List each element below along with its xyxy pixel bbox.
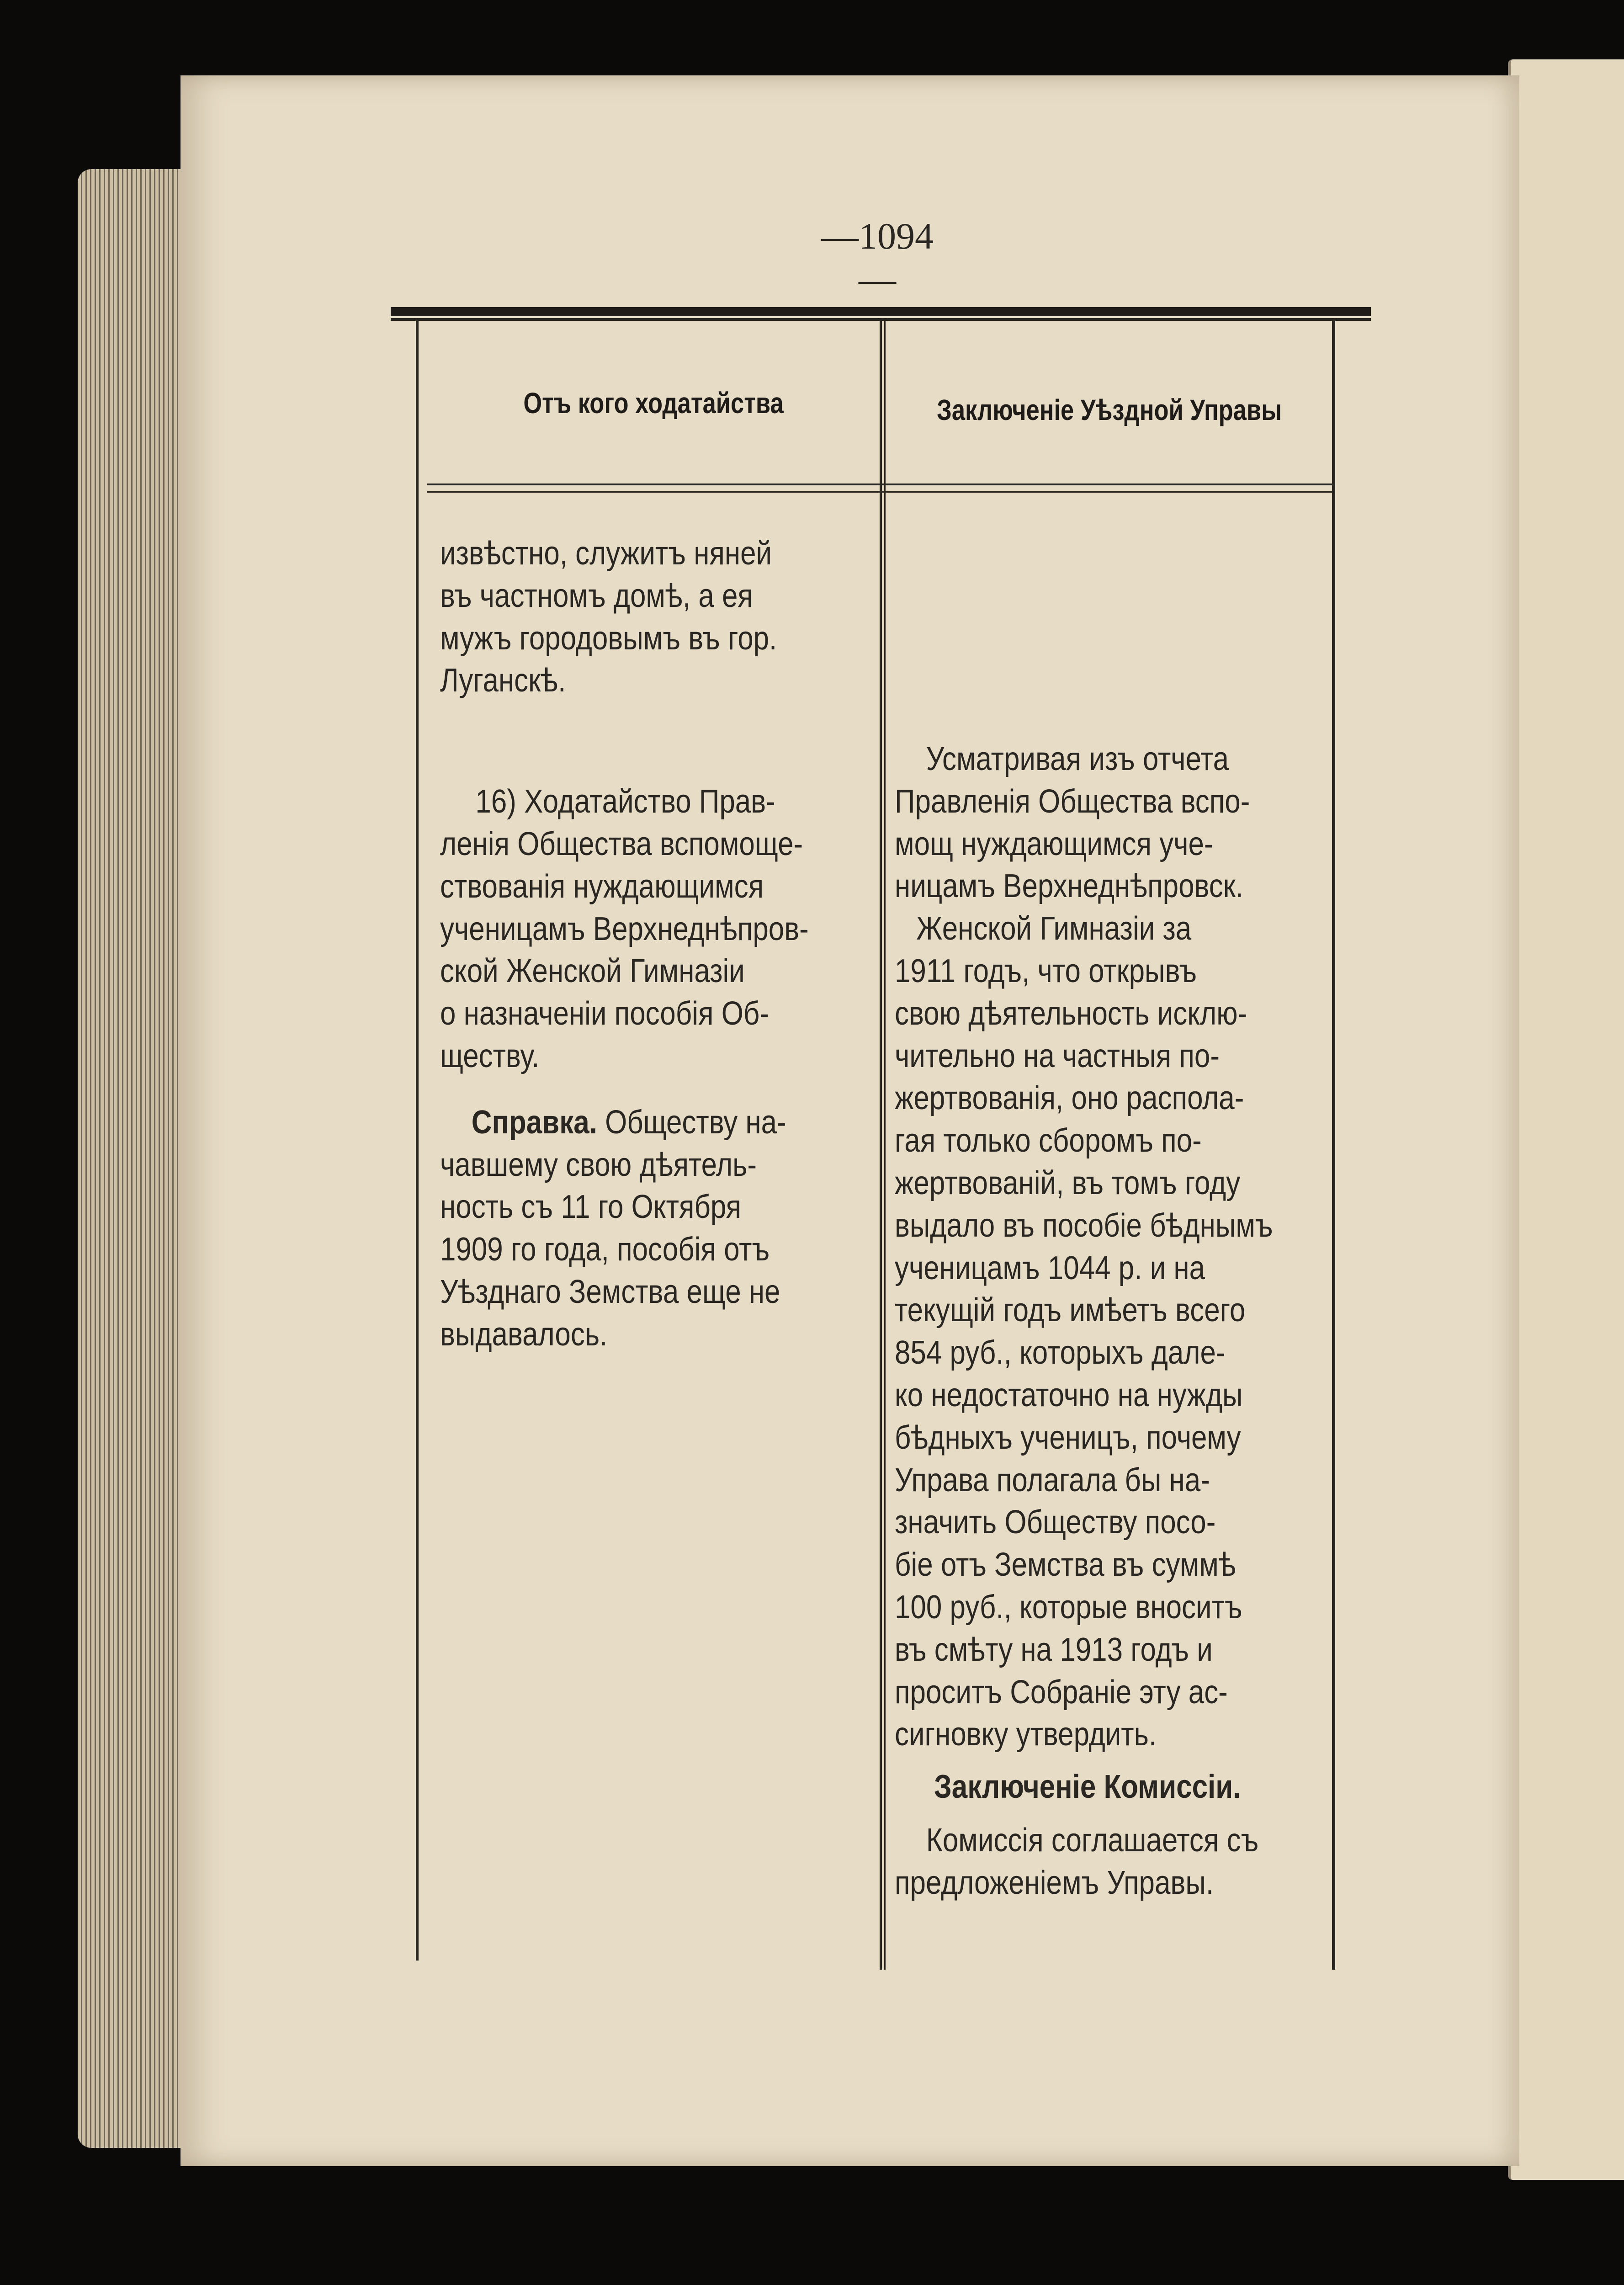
text-line: Луганскѣ.	[440, 662, 566, 699]
text-line: ществу.	[440, 1037, 540, 1074]
text-line: гая только сборомъ по-	[895, 1122, 1202, 1159]
text-line: проситъ Собраніе эту ас-	[895, 1674, 1228, 1711]
header-bottom-rule-2	[427, 491, 1332, 493]
text-line: въ частномъ домѣ, а ея	[440, 577, 753, 614]
text-line: Управа полагала бы на-	[895, 1461, 1210, 1499]
text-line: чавшему свою дѣятель-	[440, 1146, 757, 1183]
text-line: свою дѣятельность исклю-	[895, 995, 1247, 1032]
right-column-header: Заключеніе Уѣздной Управы	[936, 393, 1282, 426]
text-line: бѣдныхъ ученицъ, почему	[895, 1419, 1241, 1456]
reference-label: Справка.	[471, 1104, 597, 1141]
text-line: предложеніемъ Управы.	[895, 1864, 1214, 1901]
reference-first-line	[440, 1101, 868, 1144]
left-column-text	[440, 532, 868, 1356]
text-line: ко недостаточно на нужды	[895, 1376, 1243, 1414]
text-line: выдавалось.	[440, 1316, 608, 1353]
left-column-header: Отъ кого ходатайства	[523, 387, 784, 420]
text-line: въ смѣту на 1913 годъ и	[895, 1631, 1213, 1668]
text-line: біе отъ Земства въ суммѣ	[895, 1546, 1236, 1584]
text-line: Комиссія соглашается съ	[926, 1822, 1259, 1859]
petition-16-paragraph	[440, 781, 868, 1078]
table-right-border	[1332, 320, 1335, 1970]
reference-note-paragraph	[440, 1101, 868, 1356]
text-line: мощ нуждающимся уче-	[895, 825, 1214, 862]
text-line: жертвованія, оно распола-	[895, 1080, 1244, 1117]
table-left-border	[416, 320, 419, 1961]
text-line: Правленія Общества вспо-	[895, 783, 1250, 820]
text-line: чительно на частныя по-	[895, 1037, 1220, 1074]
header-bottom-rule	[427, 484, 1332, 485]
text-line: ствованія нуждающимся	[440, 868, 764, 905]
text-line: выдало въ пособіе бѣднымъ	[895, 1207, 1273, 1244]
commission-conclusion-paragraph	[895, 1819, 1319, 1904]
text-line: ленія Общества вспомоще-	[440, 825, 803, 862]
text-line: ской Женской Гимназіи	[440, 953, 745, 990]
text-line: Усматривая изъ отчета	[926, 741, 1229, 777]
left-paragraph-continuation	[440, 532, 868, 702]
text-line: 1911 годъ, что открывъ	[895, 952, 1197, 989]
text-line: ученицамъ 1044 р. и на	[895, 1249, 1205, 1286]
text-line: 100 руб., которые вноситъ	[895, 1589, 1242, 1626]
right-column-text	[895, 738, 1319, 1904]
text-line: 16) Ходатайство Прав-	[475, 783, 775, 820]
text-line: извѣстно, служитъ няней	[440, 535, 772, 572]
text-line: мужъ городовымъ въ гор.	[440, 620, 777, 657]
board-conclusion-paragraph	[895, 738, 1319, 1756]
table-top-rule	[391, 307, 1371, 316]
text-line: ность съ 11 го Октября	[440, 1189, 742, 1226]
table-middle-divider-2	[884, 320, 886, 1970]
page-number: —1094—	[821, 215, 934, 300]
text-line: Женской Гимназіи за	[916, 910, 1192, 947]
text-line: жертвованій, въ томъ году	[895, 1164, 1241, 1201]
text-line: ницамъ Верхнеднѣпровск.	[895, 868, 1243, 905]
text-line: текущій годъ имѣетъ всего	[895, 1292, 1246, 1329]
text-line: 854 руб., которыхъ дале-	[895, 1334, 1226, 1371]
text-line: Уѣзднаго Земства еще не	[440, 1273, 780, 1310]
text-line: ученицамъ Верхнеднѣпров-	[440, 910, 809, 947]
text-line: о назначеніи пособія Об-	[440, 995, 769, 1032]
facing-page-edge	[1508, 59, 1624, 2180]
text-line: сигновку утвердить.	[895, 1716, 1157, 1753]
text-line: Обществу на-	[597, 1104, 786, 1141]
table-middle-divider	[880, 320, 882, 1970]
commission-conclusion-heading: Заключеніе Комиссіи.	[934, 1769, 1241, 1806]
text-line: значить Обществу посо-	[895, 1504, 1216, 1541]
text-line: 1909 го года, пособія отъ	[440, 1231, 770, 1268]
